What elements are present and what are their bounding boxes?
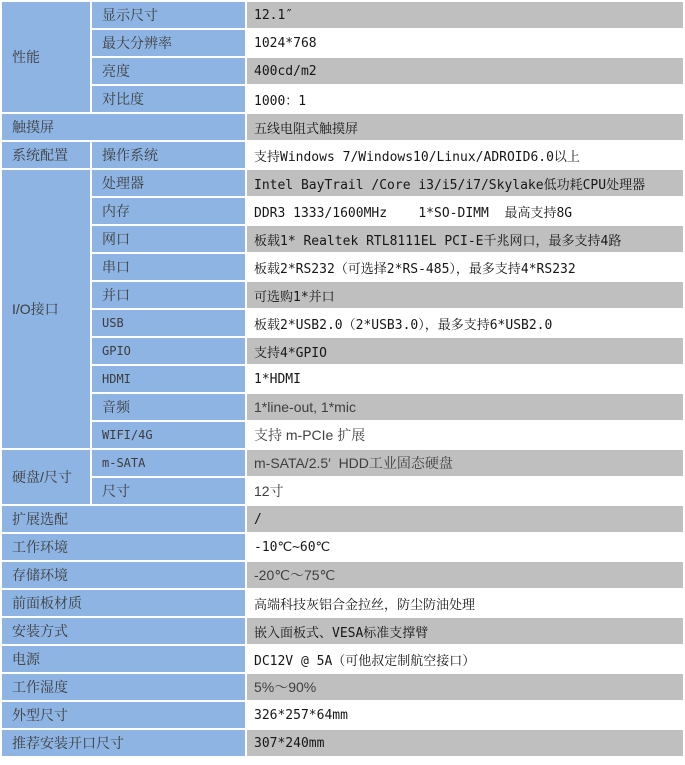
spec-value-cell: 可选购1*并口: [247, 282, 683, 308]
spec-row: [2, 226, 683, 252]
category-cell: 电源: [2, 646, 245, 672]
spec-row: [2, 646, 683, 672]
spec-row: [2, 562, 683, 588]
spec-row: [2, 618, 683, 644]
spec-label-cell: WIFI/4G: [92, 422, 245, 448]
spec-value-cell: Intel BayTrail /Core i3/i5/i7/Skylake低功耗CPU处理器: [247, 170, 683, 196]
spec-value-cell: 高端科技灰铝合金拉丝，防尘防油处理: [247, 590, 683, 616]
spec-value-cell: 1000：1: [247, 86, 683, 112]
spec-label-cell: 亮度: [92, 58, 245, 84]
category-cell: 推荐安装开口尺寸: [2, 730, 245, 756]
spec-label-cell: 操作系统: [92, 142, 245, 168]
category-cell: 硬盘/尺寸: [2, 450, 90, 504]
spec-value-cell: 1*HDMI: [247, 366, 683, 392]
spec-row: [2, 478, 683, 504]
spec-value-cell: 支持Windows 7/Windows10/Linux/ADROID6.0以上: [247, 142, 683, 168]
spec-row: [2, 702, 683, 728]
spec-value-cell: /: [247, 506, 683, 532]
spec-row: [2, 142, 683, 168]
spec-value-cell: 板载2*RS232（可选择2*RS-485），最多支持4*RS232: [247, 254, 683, 280]
spec-label-cell: 串口: [92, 254, 245, 280]
spec-row: [2, 310, 683, 336]
category-cell: 系统配置: [2, 142, 90, 168]
spec-label-cell: 音频: [92, 394, 245, 420]
category-cell: 扩展选配: [2, 506, 245, 532]
spec-row: [2, 170, 683, 196]
category-cell: I/O接口: [2, 170, 90, 448]
spec-value-cell: 1*line-out, 1*mic: [247, 394, 683, 420]
spec-label-cell: GPIO: [92, 338, 245, 364]
spec-value-cell: -10℃~60℃: [247, 534, 683, 560]
spec-value-cell: m-SATA/2.5′ HDD工业固态硬盘: [247, 450, 683, 476]
category-cell: 工作湿度: [2, 674, 245, 700]
spec-row: [2, 450, 683, 476]
spec-row: [2, 422, 683, 448]
spec-value-cell: 400cd/m2: [247, 58, 683, 84]
spec-row: [2, 674, 683, 700]
spec-value-cell: 326*257*64mm: [247, 702, 683, 728]
spec-row: [2, 730, 683, 756]
spec-label-cell: 内存: [92, 198, 245, 224]
spec-value-cell: 5%～90%: [247, 674, 683, 700]
spec-value-cell: 板载1* Realtek RTL8111EL PCI-E千兆网口，最多支持4路: [247, 226, 683, 252]
category-cell: 前面板材质: [2, 590, 245, 616]
spec-label-cell: USB: [92, 310, 245, 336]
spec-label-cell: 对比度: [92, 86, 245, 112]
spec-row: [2, 282, 683, 308]
spec-label-cell: 显示尺寸: [92, 2, 245, 28]
spec-value-cell: 嵌入面板式、VESA标准支撑臂: [247, 618, 683, 644]
spec-value-cell: DC12V @ 5A（可他叔定制航空接口）: [247, 646, 683, 672]
spec-row: [2, 30, 683, 56]
spec-value-cell: 五线电阻式触摸屏: [247, 114, 683, 140]
spec-row: [2, 590, 683, 616]
spec-value-cell: 12寸: [247, 478, 683, 504]
spec-row: [2, 58, 683, 84]
spec-value-cell: -20℃～75℃: [247, 562, 683, 588]
spec-row: [2, 2, 683, 28]
spec-row: [2, 366, 683, 392]
spec-value-cell: 支持4*GPIO: [247, 338, 683, 364]
category-cell: 安装方式: [2, 618, 245, 644]
category-cell: 外型尺寸: [2, 702, 245, 728]
spec-value-cell: 支持 m-PCIe 扩展: [247, 422, 683, 448]
spec-row: [2, 506, 683, 532]
spec-value-cell: DDR3 1333/1600MHz 1*SO-DIMM 最高支持8G: [247, 198, 683, 224]
spec-row: [2, 534, 683, 560]
spec-label-cell: HDMI: [92, 366, 245, 392]
spec-row: [2, 114, 683, 140]
spec-label-cell: 并口: [92, 282, 245, 308]
spec-row: [2, 394, 683, 420]
category-cell: 工作环境: [2, 534, 245, 560]
category-cell: 触摸屏: [2, 114, 245, 140]
spec-label-cell: 尺寸: [92, 478, 245, 504]
spec-label-cell: 处理器: [92, 170, 245, 196]
category-cell: 存储环境: [2, 562, 245, 588]
spec-row: [2, 86, 683, 112]
spec-row: [2, 254, 683, 280]
spec-value-cell: 307*240mm: [247, 730, 683, 756]
spec-row: [2, 338, 683, 364]
spec-label-cell: m-SATA: [92, 450, 245, 476]
spec-row: [2, 198, 683, 224]
spec-value-cell: 1024*768: [247, 30, 683, 56]
spec-label-cell: 最大分辨率: [92, 30, 245, 56]
spec-label-cell: 网口: [92, 226, 245, 252]
spec-value-cell: 12.1″: [247, 2, 683, 28]
category-cell: 性能: [2, 2, 90, 112]
spec-value-cell: 板载2*USB2.0（2*USB3.0），最多支持6*USB2.0: [247, 310, 683, 336]
